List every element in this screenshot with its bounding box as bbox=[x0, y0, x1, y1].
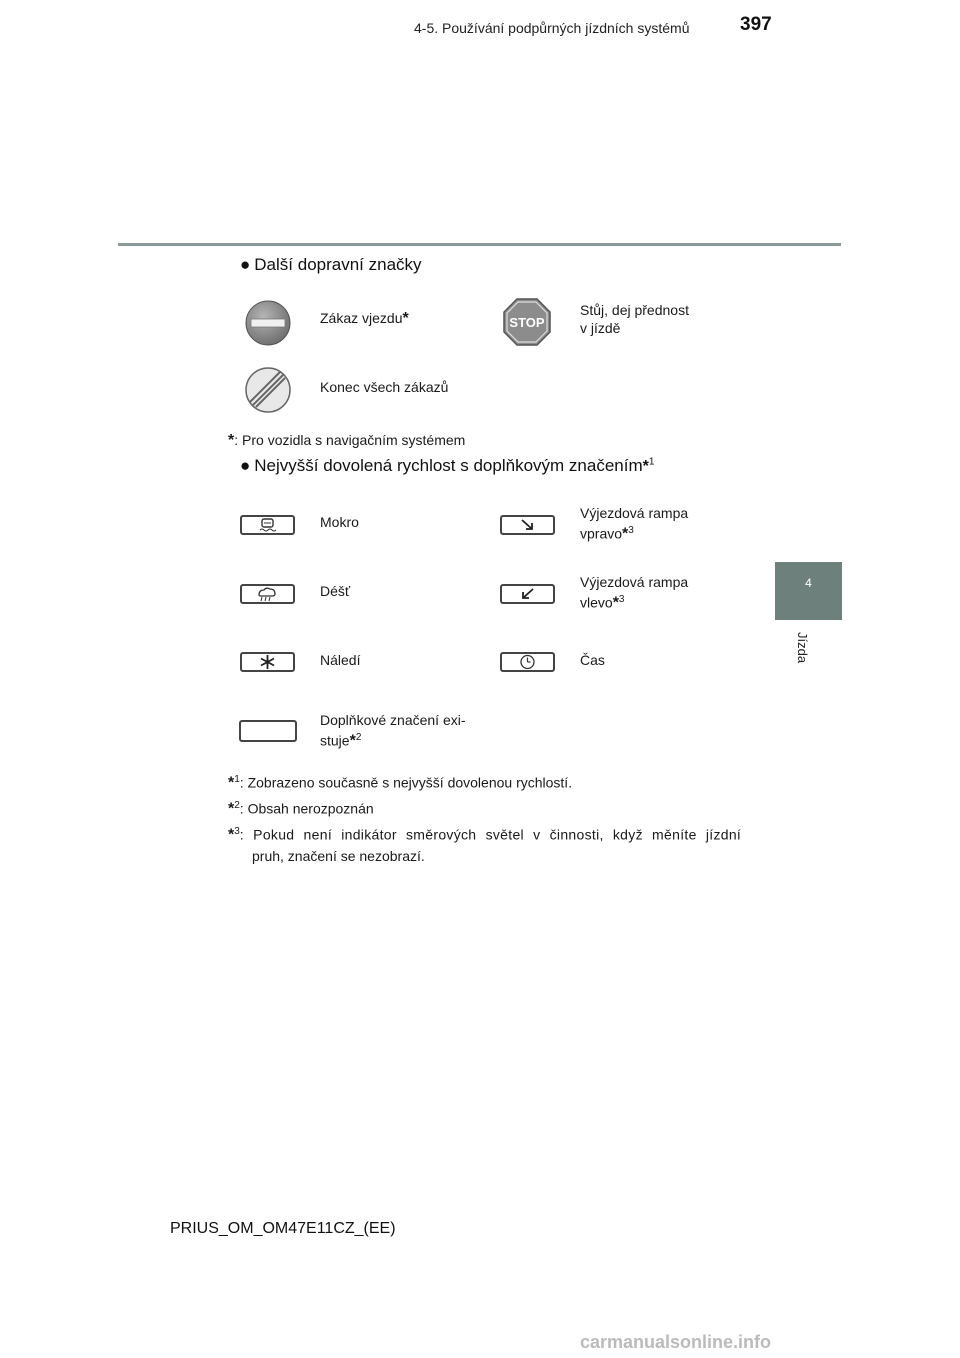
watermark: carmanualsonline.info bbox=[580, 1332, 772, 1352]
document-code: PRIUS_OM_OM47E11CZ_(EE) bbox=[170, 1220, 396, 1237]
no-entry-sign-icon bbox=[245, 300, 291, 346]
heading-text: Další dopravní značky bbox=[254, 255, 422, 274]
rain-label: Déšť bbox=[320, 583, 351, 599]
section-heading-other-signs bbox=[240, 255, 422, 275]
bullet-icon: ● bbox=[240, 255, 251, 274]
exit-ramp-right-plate-icon bbox=[500, 515, 555, 535]
chapter-number: 4 bbox=[805, 576, 812, 590]
footnote-3: *$^3$: Pokud není indikátor směrových světel v činnosti, když měníte jízdní pruh, značení se nezobrazí. bbox=[228, 826, 742, 864]
rain-plate-icon bbox=[240, 584, 295, 604]
time-label: Čas bbox=[580, 652, 605, 668]
time-plate-icon bbox=[500, 652, 555, 672]
heading-text: Nejvyšší dovolená rychlost s doplňkovým značením bbox=[254, 456, 643, 475]
ice-label: Náledí bbox=[320, 652, 361, 668]
stop-label: Stůj, dej přednost v jízdě bbox=[580, 302, 689, 336]
stop-sign-text: STOP bbox=[509, 315, 545, 330]
chapter-label: Jízda bbox=[795, 632, 810, 664]
bullet-icon: ● bbox=[240, 456, 251, 475]
wet-road-plate-icon bbox=[240, 515, 295, 535]
blank-plate-label: Doplňkové značení exi- stuje*$^2$ bbox=[320, 712, 466, 750]
header-divider bbox=[118, 243, 841, 246]
footnote-1: *$^1$: Zobrazeno současně s nejvyšší dovolenou rychlostí. bbox=[228, 774, 573, 792]
exit-ramp-right-label: Výjezdová rampa vpravo*$^3$ bbox=[580, 505, 689, 543]
end-of-restrictions-sign-icon bbox=[245, 367, 291, 413]
exit-ramp-left-label: Výjezdová rampa vlevo*$^3$ bbox=[580, 574, 689, 612]
footnote-2: *$^2$: Obsah nerozpoznán bbox=[228, 800, 374, 818]
blank-plate-icon bbox=[239, 720, 297, 742]
stop-sign-icon bbox=[503, 298, 551, 346]
page-number: 397 bbox=[740, 14, 772, 35]
exit-ramp-left-plate-icon bbox=[500, 584, 555, 604]
wet-label: Mokro bbox=[320, 514, 359, 530]
chapter-tab bbox=[775, 562, 842, 620]
end-restrictions-label: Konec všech zákazů bbox=[320, 379, 449, 395]
section-title: 4-5. Používání podpůrných jízdních systémů bbox=[414, 20, 690, 36]
no-entry-label: Zákaz vjezdu* bbox=[320, 310, 409, 327]
footnote-navigation: *: Pro vozidla s navigačním systémem bbox=[228, 432, 466, 449]
section-heading-speed-plates: ● Nejvyšší dovolená rychlost s doplňkovým značením*$^1$ bbox=[240, 456, 655, 475]
ice-plate-icon bbox=[240, 652, 295, 672]
